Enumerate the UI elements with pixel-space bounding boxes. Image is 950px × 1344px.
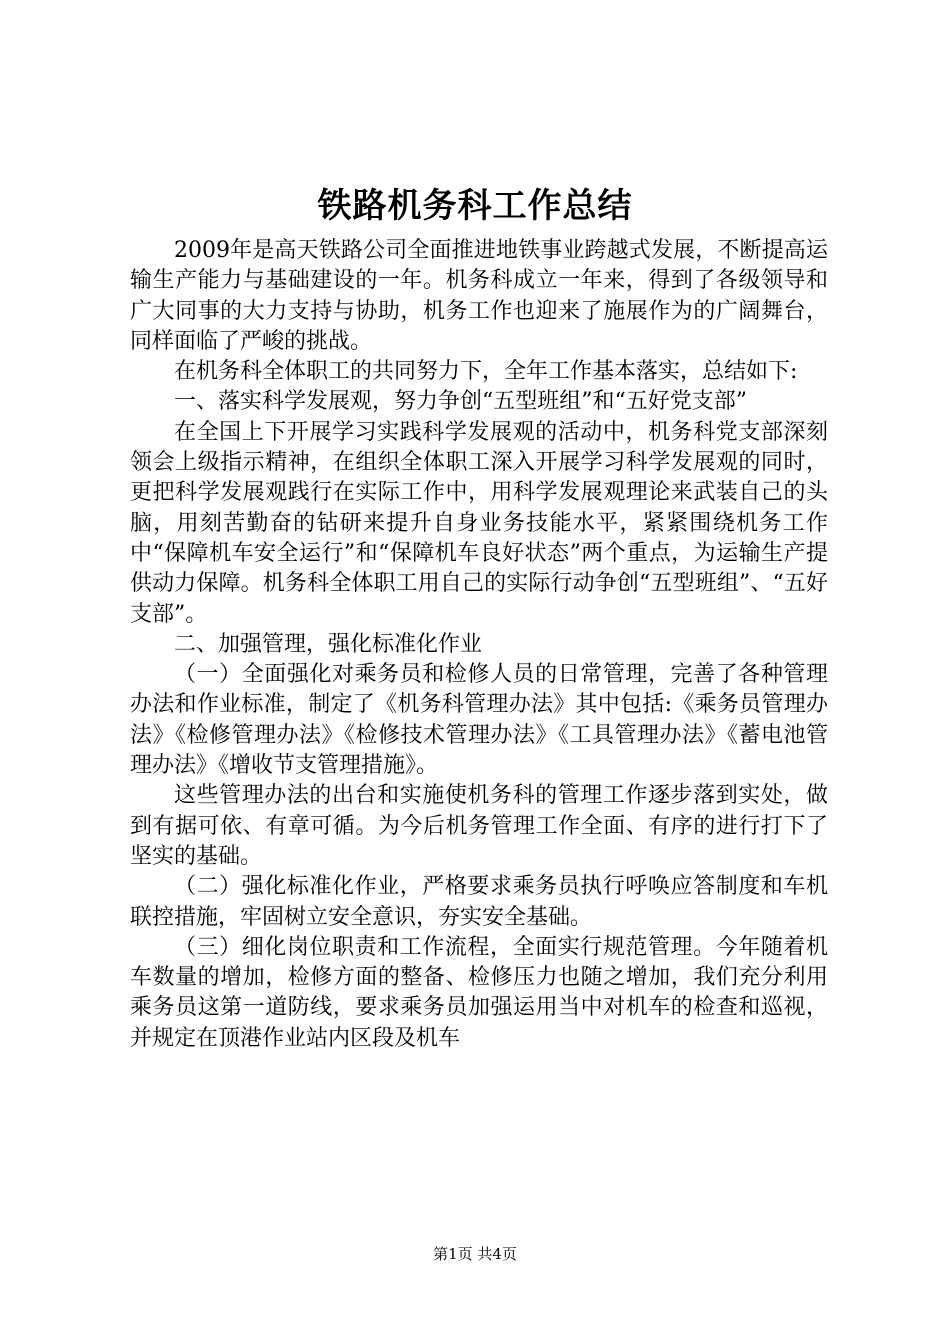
document-title: 铁路机务科工作总结: [317, 186, 633, 226]
document-body: [130, 236, 828, 1054]
paragraph-management-effect: 这些管理办法的出台和实施使机务科的管理工作逐步落到实处，做到有据可依、有章可循。为今后机务管理工作全面、有序的进行打下了坚实的基础。: [130, 783, 828, 869]
paragraph-intro: 2009年是高天铁路公司全面推进地铁事业跨越式发展，不断提高运输生产能力与基础建设的一年。机务科成立一年来，得到了各级领导和广大同事的大力支持与协助，机务工作也迎来了施展作为的广阔舞台，同样面临了严峻的挑战。: [130, 238, 828, 354]
section-heading-2: 二、加强管理，强化标准化作业: [174, 631, 483, 657]
paragraph-summary-lead: 在机务科全体职工的共同努力下，全年工作基本落实，总结如下:: [174, 359, 798, 385]
paragraph-subsection-2: （二）强化标准化作业，严格要求乘务员执行呼唤应答制度和车机联控措施，牢固树立安全意识，夯实安全基础。: [130, 874, 828, 930]
paragraph-section-1: 在全国上下开展学习实践科学发展观的活动中，机务科党支部深刻领会上级指示精神，在组织全体职工深入开展学习科学发展观的同时，更把科学发展观践行在实际工作中，用科学发展观理论来武装自己的头脑，用刻苦勤奋的钻研来提升自身业务技能水平，紧紧围绕机务工作中“保障机车安全运行”和“保障机车良好状态”两个重点，为运输生产提供动力保障。机务科全体职工用自己的实际行动争创“五型班组”、“五好支部”。: [130, 419, 828, 627]
paragraph-subsection-3: （三）细化岗位职责和工作流程，全面实行规范管理。今年随着机车数量的增加，检修方面的整备、检修压力也随之增加，我们充分利用乘务员这第一道防线，要求乘务员加强运用当中对机车的检查和巡视，并规定在顶港作业站内区段及机车: [130, 934, 828, 1051]
section-heading-1: 一、落实科学发展观，努力争创“五型班组”和“五好党支部”: [174, 389, 747, 415]
page-footer: 第1页 共4页: [433, 1245, 517, 1263]
paragraph-subsection-1: （一）全面强化对乘务员和检修人员的日常管理，完善了各种管理办法和作业标准，制定了《机务科管理办法》其中包括:《乘务员管理办法》《检修管理办法》《检修技术管理办法》《工具管理办法》《蓄电池管理办法》《增收节支管理措施》。: [130, 662, 828, 779]
